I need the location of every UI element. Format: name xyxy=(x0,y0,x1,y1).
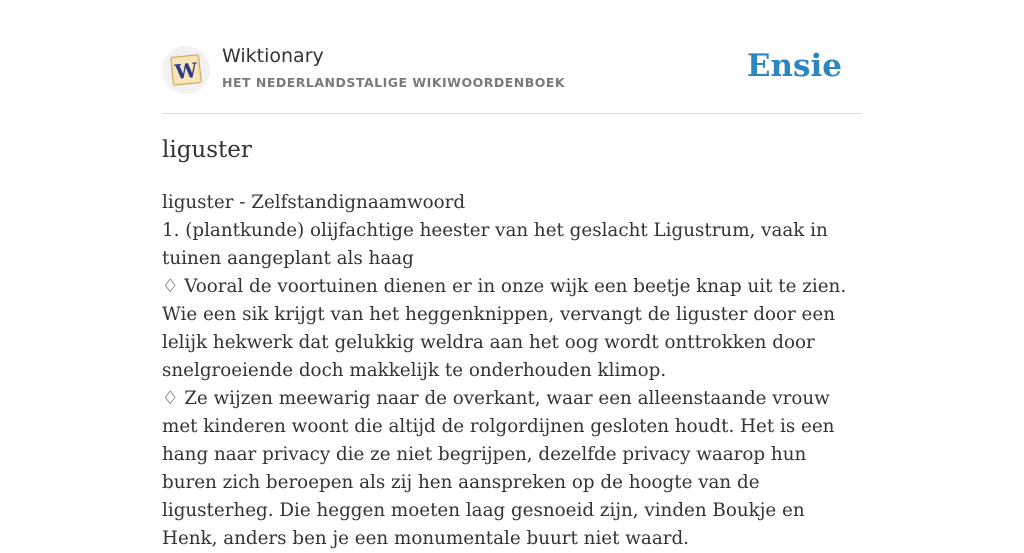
definition: 1. (plantkunde) olijfachtige heester van het geslacht Ligustrum, vaak in tuinen aangeplant als haag xyxy=(162,220,828,269)
site-header xyxy=(162,0,862,114)
entry-content xyxy=(162,189,862,553)
example-sentence-2: ♢ Ze wijzen meewarig naar de overkant, waar een alleenstaande vrouw met kinderen woont die altijd de rolgordijnen gesloten houdt. Het is een hang naar privacy die ze niet begrijpen, dezelfde privacy waarop hun buren zich beroepen als zij hen aanspreken op de hoogte van de ligusterheg. Die heggen moeten laag gesnoeid zijn, vinden Boukje en Henk, anders ben je een monumentale buurt niet waard. xyxy=(162,388,835,549)
site-tagline: HET NEDERLANDSTALIGE WIKIWOORDENBOEK xyxy=(222,75,566,90)
site-name[interactable]: Wiktionary xyxy=(222,45,324,67)
ensie-brand-link[interactable]: Ensie xyxy=(746,48,842,84)
word-title: liguster xyxy=(162,137,252,163)
main-container xyxy=(162,0,862,549)
logo-letter: W xyxy=(173,57,199,85)
example-sentence-1: ♢ Vooral de voortuinen dienen er in onze wijk een beetje knap uit te zien. Wie een sik krijgt van het heggenknippen, vervangt de liguster door een lelijk hekwerk dat gelukkig weldra aan het oog wordt onttrokken door snelgroeiende doch makkelijk te onderhouden klimop. xyxy=(162,276,847,381)
word-type-line: liguster - Zelfstandignaamwoord xyxy=(162,192,466,213)
wiktionary-logo-icon[interactable] xyxy=(162,46,210,94)
